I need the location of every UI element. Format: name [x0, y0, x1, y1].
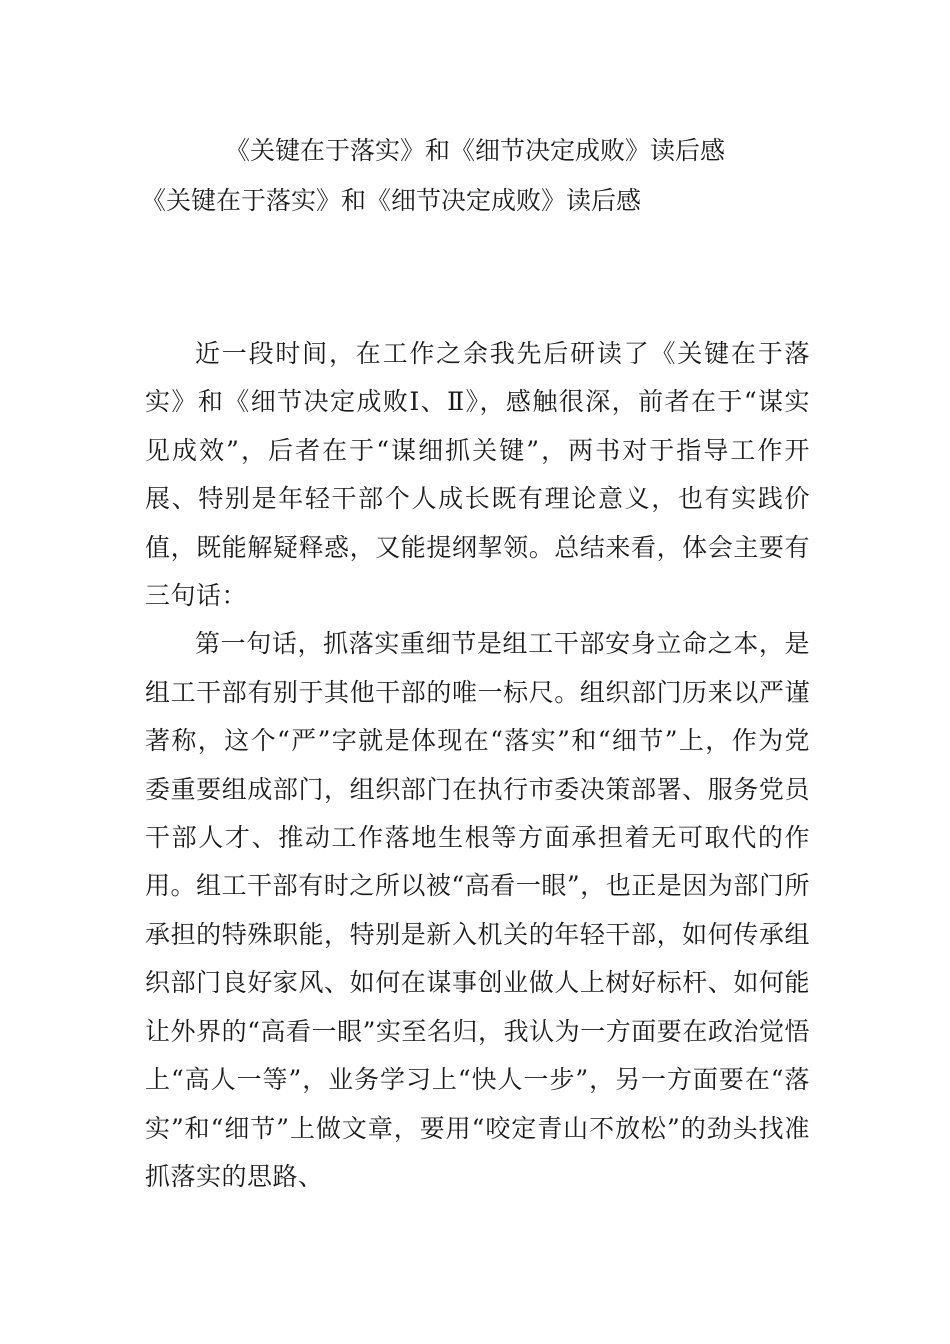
body-paragraph-1: 近一段时间，在工作之余我先后研读了《关键在于落实》和《细节决定成败Ⅰ、Ⅱ》，感触很深，前者在于“谋实见成效”，后者在于“谋细抓关键”，两书对于指导工作开展、特别是年轻干部个人成长既有理论意义，也有实践价值，既能解疑释惑，又能提纲挈领。总结来看，体会主要有三句话：	[145, 339, 810, 611]
document-body	[145, 330, 810, 1201]
body-paragraph-2: 第一句话，抓落实重细节是组工干部安身立命之本，是组工干部有别于其他干部的唯一标尺。组织部门历来以严谨著称，这个“严”字就是体现在“落实”和“细节”上，作为党委重要组成部门，组织部门在执行市委决策部署、服务党员干部人才、推动工作落地生根等方面承担着无可取代的作用。组工干部有时之所以被“高看一眼”，也正是因为部门所承担的特殊职能，特别是新入机关的年轻干部，如何传承组织部门良好家风、如何在谋事创业做人上树好标杆、如何能让外界的“高看一眼”实至名归，我认为一方面要在政治觉悟上“高人一等”，业务学习上“快人一步”，另一方面要在“落实”和“细节”上做文章，要用“咬定青山不放松”的劲头找准抓落实的思路、	[145, 629, 810, 1191]
document-subtitle: 《关键在于落实》和《细节决定成败》读后感	[141, 186, 642, 215]
document-title: 《关键在于落实》和《细节决定成败》读后感	[225, 136, 726, 165]
